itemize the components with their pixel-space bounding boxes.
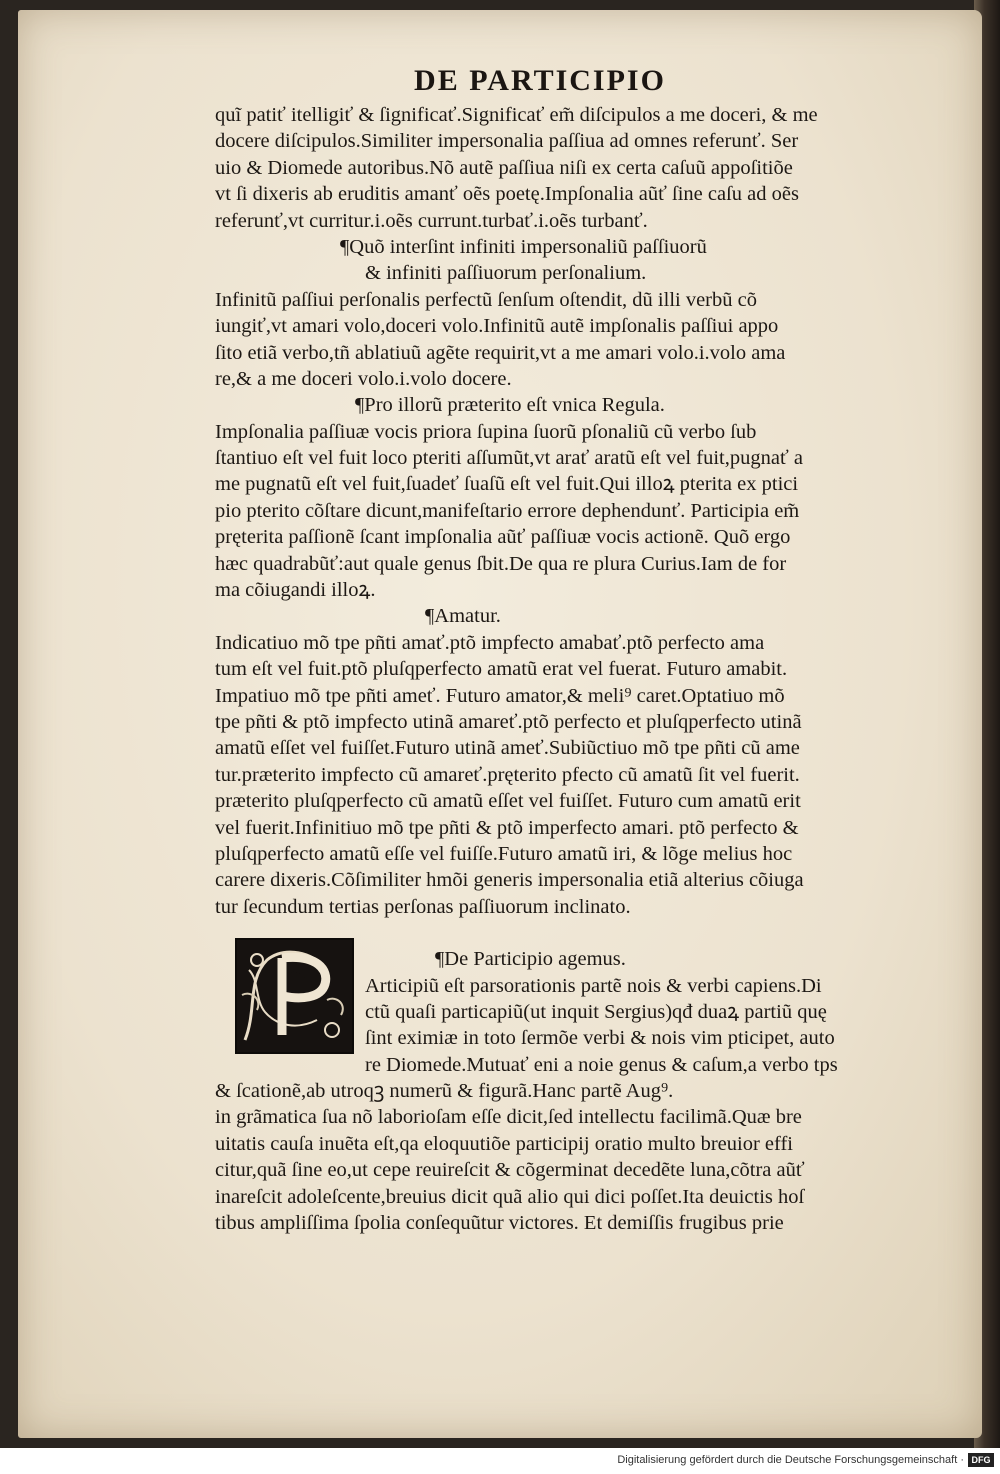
section-heading: ¶Pro illorũ præterito eſt vnica Regula. bbox=[355, 394, 665, 417]
page-header: DE PARTICIPIO bbox=[414, 64, 666, 97]
text-line: me pugnatũ eſt vel fuit,ſuadeť ſuaſũ eſt vel fuit.Qui illoꝝ pterita ex ptici bbox=[215, 473, 799, 496]
text-line: citur,quã ſine eo,ut cepe reuireſcit & cõgerminat decedẽte luna,cõtra aũť bbox=[215, 1159, 805, 1182]
text-line: tpe pñti & ptõ impfecto utinã amareť.ptõ perfecto et pluſqperfecto utinã bbox=[215, 710, 802, 733]
decorated-initial-icon bbox=[235, 938, 354, 1054]
text-line: amatũ eſſet vel fuiſſet.Futuro utinã ameť.Subiũctiuo mõ tpe pñti cũ ame bbox=[215, 737, 800, 760]
text-line: re,& a me doceri volo.i.volo docere. bbox=[215, 367, 512, 390]
text-line: tibus ampliſſima ſpolia conſequũtur victores. Et demiſſis frugibus prie bbox=[215, 1212, 784, 1235]
page-text bbox=[215, 102, 927, 1236]
text-line: Articipiũ eſt parsorationis partẽ nois & verbi capiens.Di bbox=[365, 974, 822, 997]
text-line: uitatis cauſa inuẽta eſt,qa eloquutiõe participij oratio multo breuior effi bbox=[215, 1132, 793, 1155]
text-line: præterito pluſqperfecto cũ amatũ eſſet vel fuiſſet. Futuro cum amatũ erit bbox=[215, 790, 801, 813]
section-heading: ¶Amatur. bbox=[425, 605, 501, 628]
text-line: referunť,vt curritur.i.oẽs currunt.turbať.i.oẽs turbanť. bbox=[215, 209, 648, 232]
text-line: tur ſecundum tertias perſonas paſſiuorum inclinato. bbox=[215, 895, 631, 918]
footer-bar bbox=[0, 1448, 1000, 1474]
text-line: Impatiuo mõ tpe pñti ameť. Futuro amator,& meli⁹ caret.Optatiuo mõ bbox=[215, 684, 785, 707]
section-heading: & infiniti paſſiuorum perſonalium. bbox=[365, 262, 647, 285]
text-line: & ſcationẽ,ab utroqꝫ numerũ & figurã.Hanc partẽ Aug⁹. bbox=[215, 1080, 674, 1103]
section-heading: ¶De Participio agemus. bbox=[435, 948, 626, 971]
text-line: pluſqperfecto amatũ eſſe vel fuiſſe.Futuro amatũ iri, & lõge melius hoc bbox=[215, 842, 793, 865]
text-line: pio pterito cõſtare dicunt,manifeſtario errore dephendunť. Participia em̃ bbox=[215, 499, 800, 522]
text-line: in grãmatica ſua nõ laborioſam eſſe dicit,ſed intellectu facilimã.Quæ bre bbox=[215, 1106, 802, 1129]
text-line: tum eſt vel fuit.ptõ pluſqperfecto amatũ erat vel fuerat. Futuro amabit. bbox=[215, 658, 788, 681]
text-line: ctũ quaſi particapiũ(ut inquit Sergius)qđ duaꝝ partiũ quę bbox=[365, 1000, 827, 1023]
woodcut-initial-icon bbox=[237, 940, 352, 1052]
text-line: inareſcit adoleſcente,breuius dicit quã alio qui dici poſſet.Ita deuictis hoſ bbox=[215, 1185, 805, 1208]
dfg-logo-icon: DFG bbox=[968, 1453, 994, 1467]
text-line: ſint eximiæ in toto ſermõe verbi & nois vim pticipet, auto bbox=[365, 1027, 835, 1050]
text-line: docere diſcipulos.Similiter impersonalia paſſiua ad omnes referunť. Ser bbox=[215, 130, 799, 153]
text-line: Infinitũ paſſiui perſonalis perfectũ ſenſum oſtendit, dũ illi verbũ cõ bbox=[215, 288, 757, 311]
text-line: Indicatiuo mõ tpe pñti amať.ptõ impfecto amabať.ptõ perfecto ama bbox=[215, 631, 765, 654]
section-heading: ¶Quõ interſint infiniti impersonaliũ paſſiuorũ bbox=[340, 235, 707, 258]
footer-credit: Digitalisierung gefördert durch die Deutsche Forschungsgemeinschaft · bbox=[617, 1454, 964, 1466]
text-line: hæc quadrabũť:aut quale genus ſbit.De qua re plura Curius.Iam de for bbox=[215, 552, 787, 575]
text-line: uio & Diomede autoribus.Nõ autẽ paſſiua niſi ex certa caſuũ appoſitiõe bbox=[215, 156, 793, 179]
text-line: iungiť,vt amari volo,doceri volo.Infinitũ autẽ impſonalis paſſiui appo bbox=[215, 315, 779, 338]
text-line: quĩ patiť itelligiť & ſignificať.Significať em̃ diſcipulos a me doceri, & me bbox=[215, 104, 818, 126]
text-line: carere dixeris.Cõſimiliter hmõi generis impersonalia etiã alterius cõiuga bbox=[215, 869, 804, 892]
text-line: re Diomede.Mutuať eni a noie genus & caſum,a verbo tps bbox=[365, 1053, 838, 1076]
text-line: tur.præterito impfecto cũ amareť.pręterito pfecto cũ amatũ ſit vel fuerit. bbox=[215, 763, 800, 786]
text-line: pręterita paſſionẽ ſcant impſonalia aũť paſſiuæ vocis actionẽ. Quõ ergo bbox=[215, 526, 791, 549]
text-line: ſtantiuo eſt vel fuit loco pteriti aſſumũt,vt arať aratũ eſt vel fuit,pugnať a bbox=[215, 447, 803, 470]
text-line: Impſonalia paſſiuæ vocis priora ſupina ſuorũ pſonaliũ cũ verbo ſub bbox=[215, 420, 757, 443]
text-line: ma cõiugandi illoꝝ. bbox=[215, 579, 376, 602]
text-line: ſito etiã verbo,tñ ablatiuũ agẽte requirit,vt a me amari volo.i.volo ama bbox=[215, 341, 786, 364]
text-line: vel fuerit.Infinitiuo mõ tpe pñti & ptõ imperfecto amari. ptõ perfecto & bbox=[215, 816, 799, 839]
text-line: vt ſi dixeris ab eruditis amanť oẽs poetę.Impſonalia aũť ſine caſu ad oẽs bbox=[215, 183, 799, 206]
